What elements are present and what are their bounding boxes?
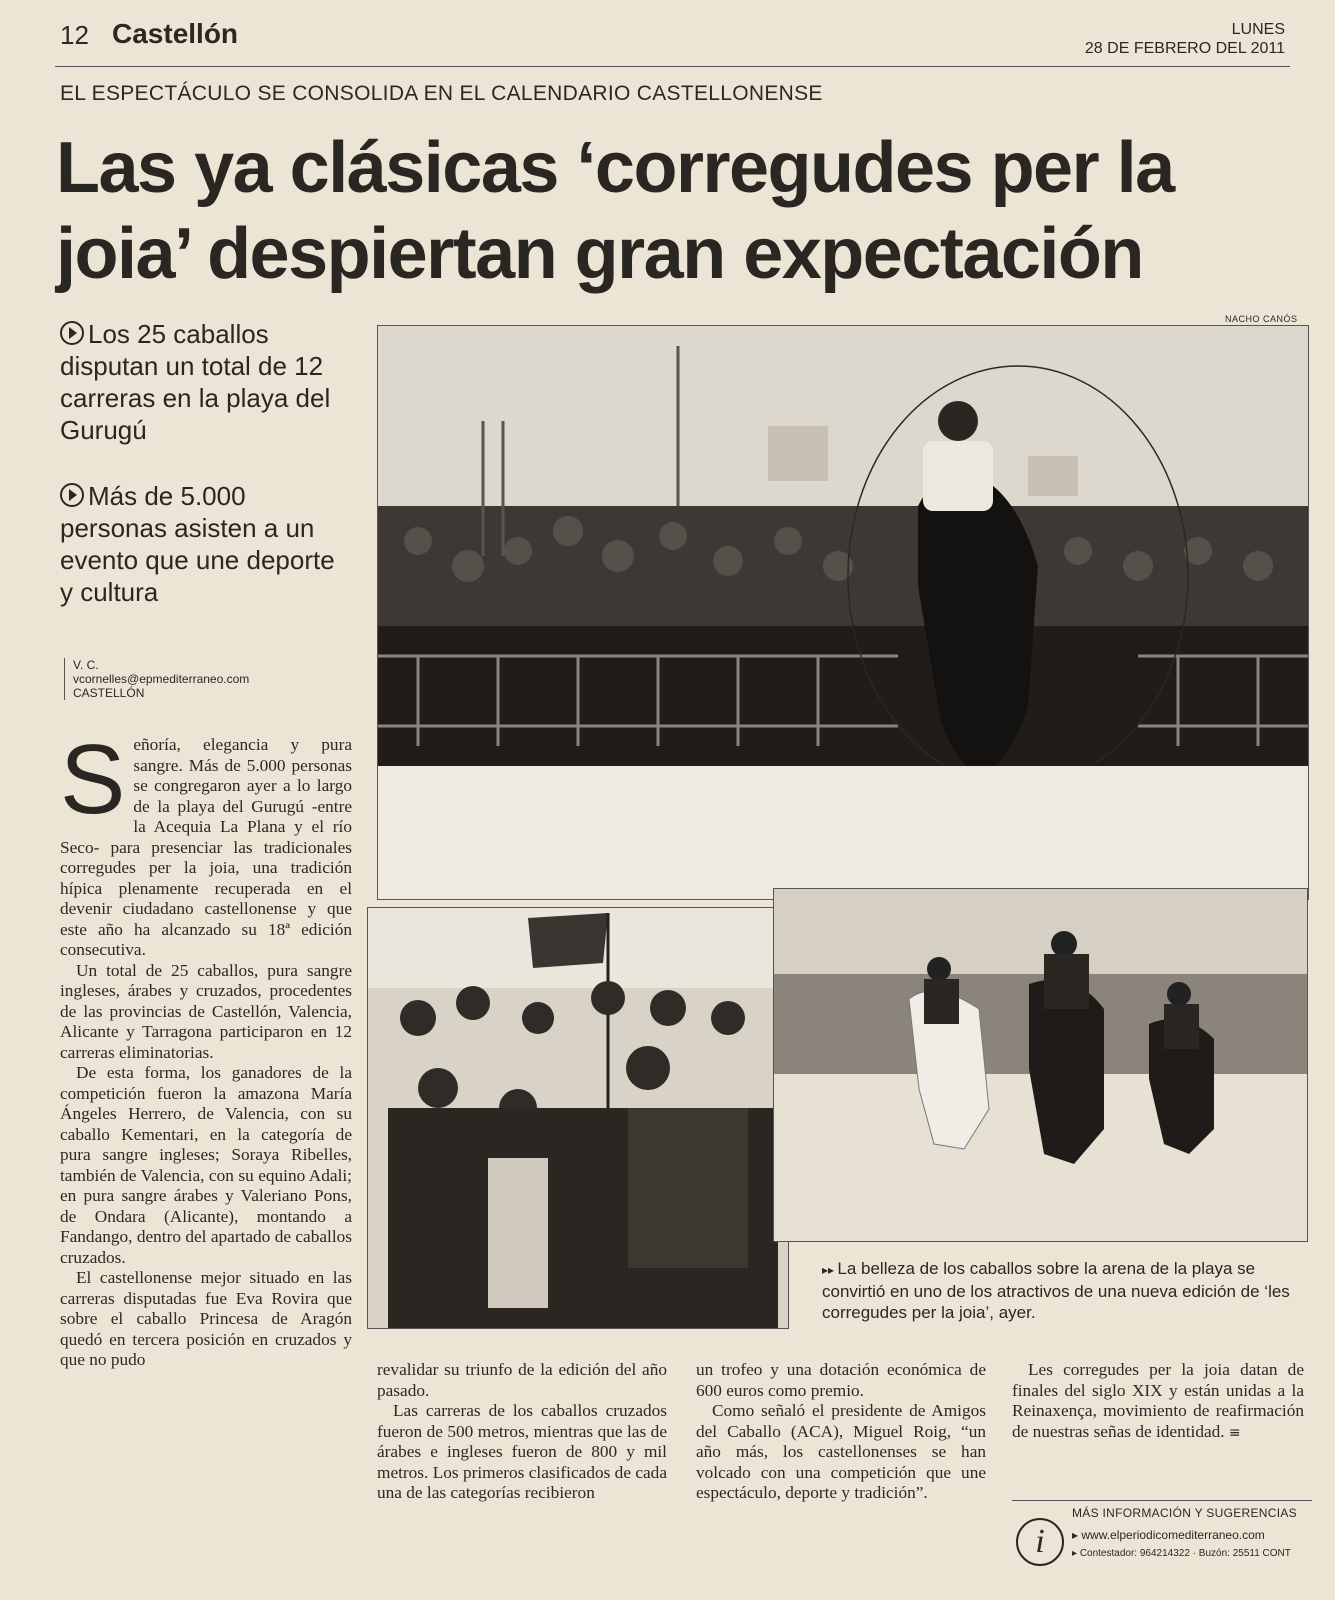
issue-date xyxy=(1085,20,1285,58)
info-icon: i xyxy=(1016,1518,1064,1566)
photo-winners-crowd xyxy=(367,907,789,1329)
info-contact: ▸ Contestador: 964214322 · Buzón: 25511 CONT xyxy=(1072,1548,1291,1559)
kicker: EL ESPECTÁCULO SE CONSOLIDA EN EL CALENDARIO CASTELLONENSE xyxy=(60,82,823,105)
headline-line-2: joia’ despiertan gran expectación xyxy=(56,214,1143,294)
article-paragraph: un trofeo y una dotación económica de 600 euros como premio. xyxy=(696,1360,986,1400)
info-title: MÁS INFORMACIÓN Y SUGERENCIAS xyxy=(1072,1506,1297,1520)
headline-line-1: Las ya clásicas ‘corregudes per la xyxy=(56,128,1174,208)
byline-email: vcornelles@epmediterraneo.com xyxy=(73,672,250,686)
info-box-rule xyxy=(1012,1500,1312,1501)
page-number: 12 xyxy=(60,20,89,50)
article-column-4 xyxy=(1012,1360,1304,1443)
header-rule xyxy=(55,66,1290,67)
article-paragraph: Como señaló el presidente de Amigos del Caballo (ACA), Miguel Roig, “un año más, los castellonenses se han volcado con una competición que une espectáculo, deporte y tradición”. xyxy=(696,1401,986,1502)
winners-photo-illustration xyxy=(368,908,788,1328)
article-column-3 xyxy=(696,1360,986,1504)
article-paragraph: Les corregudes per la joia datan de finales del siglo XIX y están unidas a la Reinaxença, movimiento de reafirmación de nuestras señas de identidad. ≡ xyxy=(1012,1360,1304,1441)
headline xyxy=(56,125,1316,297)
end-mark-icon: ≡ xyxy=(1228,1424,1241,1441)
byline-author: V. C. xyxy=(73,658,99,672)
byline-location: CASTELLÓN xyxy=(73,686,145,700)
section-name: Castellón xyxy=(112,18,239,49)
main-photo-horse-race xyxy=(377,325,1309,900)
article-paragraph: De esta forma, los ganadores de la competición fueron la amazona María Ángeles Herrero, de Valencia, con su caballo Kementari, en la categoría de pura sangre ingleses; Soraya Ribelles, también de Valencia, con su equino Adali; en pura sangre árabes y Valeriano Pons, de Ondara (Alicante), montando a Fandango, dentro del apartado de caballos cruzados. xyxy=(60,1063,352,1267)
article-paragraph: Las carreras de los caballos cruzados fueron de 500 metros, mientras que las de árabes e ingleses fueron de 800 y mil metros. Los primeros clasificados de cada una de las categorías recibieron xyxy=(377,1401,667,1502)
issue-date-text: 28 DE FEBRERO DEL 2011 xyxy=(1084,40,1285,57)
issue-day: LUNES xyxy=(1231,21,1285,38)
three-horses-illustration xyxy=(774,889,1307,1241)
article-paragraph: Señoría, elegancia y pura sangre. Más de 5.000 personas se congregaron ayer a lo largo de la playa del Gurugú -entre la Acequia La Plana y el río Seco- para presenciar las tradicionales corregudes per la joia, una tradición hípica plenamente recuperada en el devenir ciudadano castellonense y que este año ha alcanzado su 18ª edición consecutiva. xyxy=(60,724,352,959)
article-column-2 xyxy=(377,1360,667,1504)
info-box xyxy=(1012,1500,1312,1580)
photo-three-horses xyxy=(773,888,1308,1242)
article-column-1 xyxy=(60,724,352,1371)
play-bullet-icon xyxy=(60,321,84,345)
photo-caption: ▸▸ La belleza de los caballos sobre la arena de la playa se convirtió en uno de los atractivos de una nueva edición de ‘les corregudes per la joia’, ayer. xyxy=(822,1259,1290,1322)
subhead-2: Más de 5.000 personas asisten a un evento que une deporte y cultura xyxy=(60,481,335,607)
photo-credit: NACHO CANÓS xyxy=(1225,314,1298,324)
article-paragraph: El castellonense mejor situado en las carreras disputadas fue Eva Rovira que sobre el caballo Princesa de Aragón quedó en tercera posición en cruzados y que no pudo xyxy=(60,1268,352,1369)
subhead-1: Los 25 caballos disputan un total de 12 carreras en la playa del Gurugú xyxy=(60,319,331,445)
caption-arrows-icon: ▸▸ xyxy=(822,1263,838,1277)
play-bullet-icon xyxy=(60,483,84,507)
article-paragraph: Un total de 25 caballos, pura sangre ingleses, árabes y cruzados, procedentes de las provincias de Castellón, Valencia, Alicante y Tarragona participaron en 12 carreras eliminatorias. xyxy=(60,960,352,1062)
byline xyxy=(64,658,249,700)
article-paragraph: revalidar su triunfo de la edición del año pasado. xyxy=(377,1360,667,1400)
main-photo-illustration xyxy=(378,326,1308,899)
info-web[interactable]: ▸ www.elperiodicomediterraneo.com xyxy=(1072,1528,1265,1542)
drop-cap: S xyxy=(60,724,126,834)
